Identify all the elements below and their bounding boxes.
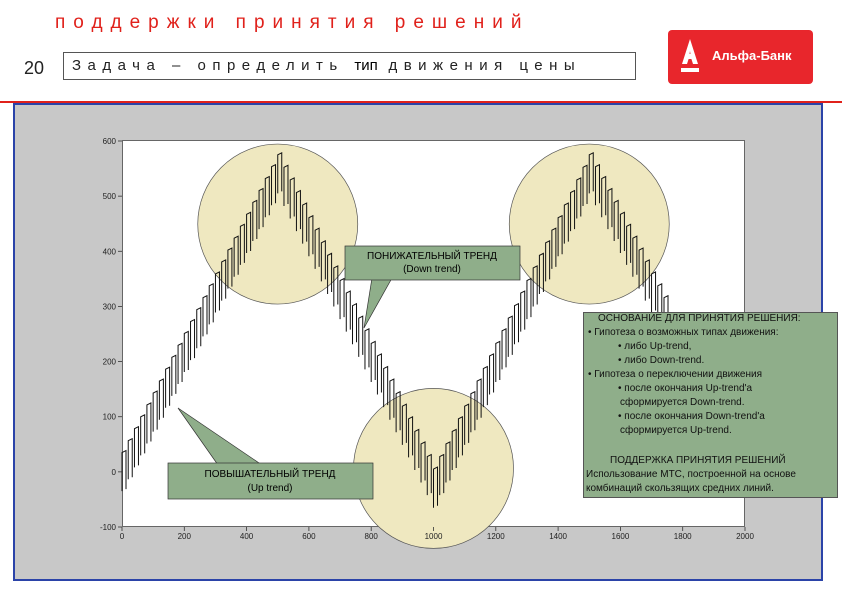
support-line: Использование МТС, построенной на основе (586, 469, 796, 480)
price-bar (184, 331, 188, 372)
price-bar (483, 367, 487, 408)
price-bar (159, 379, 163, 420)
price-bar (377, 354, 381, 395)
price-bar (359, 316, 363, 357)
price-bar (122, 451, 126, 492)
x-tick-label: 1000 (424, 532, 443, 541)
info-line: • после окончания Down-trend'a (618, 411, 765, 422)
y-tick-label: 100 (102, 412, 116, 422)
price-bar (203, 296, 207, 337)
down-trend-callout-pointer (364, 278, 392, 328)
price-bar (353, 304, 357, 345)
info-title: ОСНОВАНИЕ ДЛЯ ПРИНЯТИЯ РЕШЕНИЯ: (598, 313, 801, 324)
x-tick-label: 1400 (549, 532, 567, 541)
price-bar (209, 284, 213, 325)
price-bar (166, 367, 170, 408)
up-trend-callout-pointer (178, 408, 262, 465)
subtitle-post: движения цены (377, 57, 582, 74)
logo-text: Альфа-Банк (712, 48, 792, 63)
price-bar (508, 316, 512, 357)
price-bar (384, 367, 388, 408)
price-bar (521, 291, 525, 332)
y-tick-label: 500 (102, 192, 116, 202)
subtitle-pre: Задача – определить (72, 57, 355, 74)
price-bar (153, 391, 157, 432)
y-tick-label: 300 (102, 302, 116, 312)
down-trend-sublabel: (Down trend) (403, 264, 461, 275)
up-trend-label: ПОВЫШАТЕЛЬНЫЙ ТРЕНД (204, 469, 336, 480)
price-bar (178, 343, 182, 384)
info-line: • Гипотеза о переключении движения (588, 369, 763, 380)
price-bar (147, 403, 151, 444)
page-title: поддержки принятия решений (55, 12, 530, 33)
price-bar (371, 341, 375, 382)
price-bar (502, 329, 506, 370)
y-tick-label: 200 (102, 357, 116, 367)
price-bar (134, 427, 138, 468)
x-tick-label: 0 (119, 532, 125, 541)
price-bar (128, 439, 132, 480)
down-trend-label: ПОНИЖАТЕЛЬНЫЙ ТРЕНД (367, 251, 497, 262)
y-tick-label: 400 (102, 247, 116, 257)
info-line: • Гипотеза о возможных типах движения: (588, 327, 779, 338)
price-bar (197, 308, 201, 349)
y-tick-label: 0 (111, 467, 116, 477)
info-line: • либо Up-trend, (618, 341, 692, 352)
info-line: сформируется Down-trend. (620, 397, 745, 408)
info-line: сформируется Up-trend. (620, 425, 732, 436)
price-bar (191, 320, 195, 361)
price-bar (340, 279, 344, 320)
price-bar (346, 291, 350, 332)
support-title: ПОДДЕРЖКА ПРИНЯТИЯ РЕШЕНИЙ (610, 455, 786, 466)
price-bar (365, 329, 369, 370)
price-bar (141, 415, 145, 456)
x-tick-label: 1200 (486, 532, 505, 541)
price-bar (527, 279, 531, 320)
up-trend-sublabel: (Up trend) (247, 483, 293, 494)
price-bar (496, 341, 500, 382)
x-tick-label: 200 (177, 532, 191, 541)
y-tick-label: -100 (99, 523, 116, 532)
trough-circle (354, 388, 514, 548)
price-bar (514, 304, 518, 345)
x-tick-label: 400 (239, 532, 254, 541)
y-tick-label: 600 (102, 137, 116, 146)
x-tick-label: 1600 (611, 532, 630, 541)
support-line: комбинаций скользящих средних линий. (586, 483, 774, 494)
decision-basis-box (583, 312, 838, 498)
x-tick-label: 2000 (736, 532, 754, 541)
slide-number: 20 (24, 58, 45, 78)
subtitle-mid: тип (354, 57, 378, 74)
x-tick-label: 1800 (673, 532, 692, 541)
info-line: • либо Down-trend. (618, 355, 705, 366)
x-tick-label: 800 (364, 532, 378, 541)
price-bar (490, 354, 494, 395)
x-tick-label: 600 (302, 532, 316, 541)
price-bar (172, 355, 176, 396)
info-line: • после окончания Up-trend'a (618, 383, 753, 394)
price-bar (652, 272, 656, 313)
